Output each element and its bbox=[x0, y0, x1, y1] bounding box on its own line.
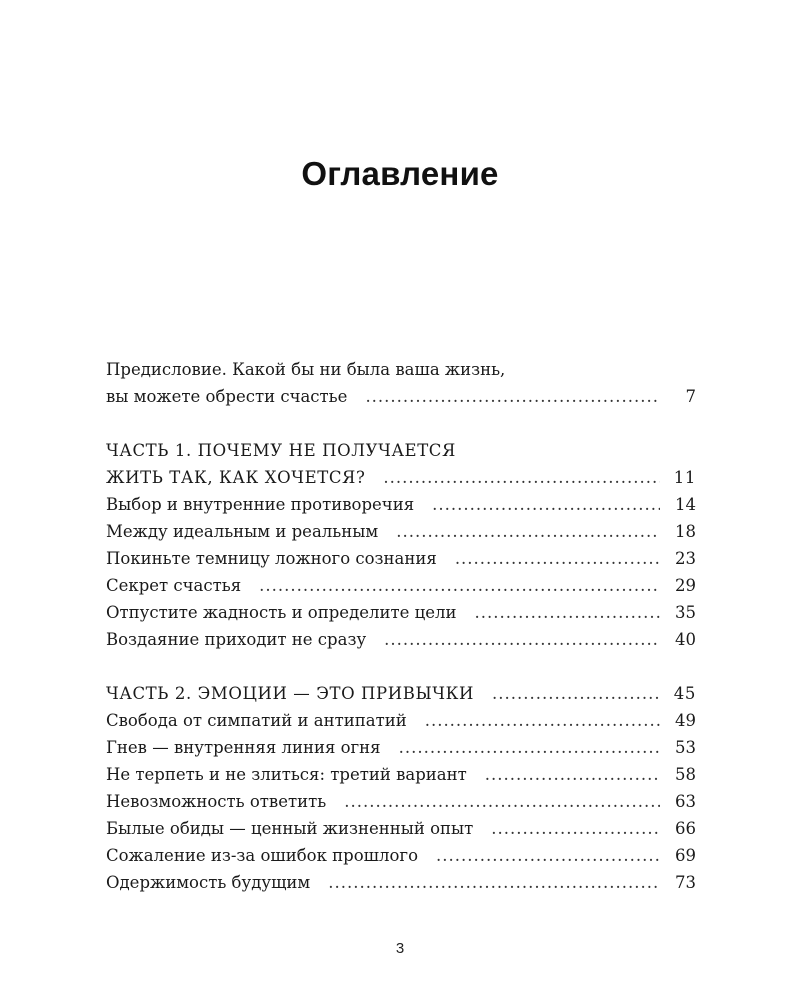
toc-entry-title: Воздаяние приходит не сразу bbox=[106, 630, 367, 649]
dot-leader bbox=[491, 815, 660, 842]
dot-leader bbox=[455, 545, 660, 572]
toc-chapter-entry[interactable] bbox=[106, 869, 696, 896]
toc-page-number: 35 bbox=[675, 603, 696, 622]
toc-page-number: 14 bbox=[675, 495, 696, 514]
dot-leader bbox=[436, 842, 660, 869]
toc-chapter-entry[interactable] bbox=[106, 707, 696, 734]
toc-page-number: 73 bbox=[675, 873, 696, 892]
toc-page-number: 63 bbox=[675, 792, 696, 811]
dot-leader bbox=[383, 464, 660, 491]
toc-page-number: 7 bbox=[685, 387, 696, 406]
toc-part1-heading[interactable] bbox=[106, 464, 696, 491]
toc-entry-title: Выбор и внутренние противоречия bbox=[106, 495, 415, 514]
page-title: Оглавление bbox=[301, 155, 499, 192]
toc-chapter-entry[interactable] bbox=[106, 491, 696, 518]
toc-entry-title: Одержимость будущим bbox=[106, 873, 311, 892]
dot-leader bbox=[396, 518, 660, 545]
toc-entry-preface[interactable] bbox=[106, 383, 696, 410]
dot-leader bbox=[474, 599, 660, 626]
toc-entry-title: Свобода от симпатий и антипатий bbox=[106, 711, 407, 730]
dot-leader bbox=[259, 572, 660, 599]
toc-entry-title: Секрет счастья bbox=[106, 576, 242, 595]
toc-entry-title: вы можете обрести счастье bbox=[106, 387, 348, 406]
toc-entry-title: Покиньте темницу ложного сознания bbox=[106, 549, 437, 568]
toc-chapter-entry[interactable] bbox=[106, 626, 696, 653]
dot-leader bbox=[328, 869, 660, 896]
section-spacer bbox=[106, 410, 696, 437]
toc-page-number: 66 bbox=[675, 819, 696, 838]
dot-leader bbox=[344, 788, 660, 815]
toc-part-title: ЧАСТЬ 1. ПОЧЕМУ НЕ ПОЛУЧАЕТСЯ bbox=[106, 441, 456, 460]
dot-leader bbox=[425, 707, 660, 734]
toc-part1-title-line1 bbox=[106, 437, 696, 464]
toc-page-number: 11 bbox=[673, 468, 696, 487]
toc-page-number: 69 bbox=[675, 846, 696, 865]
toc-part2-heading[interactable] bbox=[106, 680, 696, 707]
section-spacer bbox=[106, 653, 696, 680]
dot-leader bbox=[485, 761, 660, 788]
toc-page-number: 23 bbox=[675, 549, 696, 568]
toc-page-number: 18 bbox=[675, 522, 696, 541]
dot-leader bbox=[384, 626, 660, 653]
toc-page-number: 58 bbox=[675, 765, 696, 784]
toc-chapter-entry[interactable] bbox=[106, 788, 696, 815]
toc-entry-preface-line1 bbox=[106, 356, 696, 383]
toc-page-number: 40 bbox=[675, 630, 696, 649]
toc-part-title: ЧАСТЬ 2. ЭМОЦИИ — ЭТО ПРИВЫЧКИ bbox=[106, 684, 474, 703]
toc-chapter-entry[interactable] bbox=[106, 599, 696, 626]
toc-chapter-entry[interactable] bbox=[106, 572, 696, 599]
toc-chapter-entry[interactable] bbox=[106, 518, 696, 545]
toc-chapter-entry[interactable] bbox=[106, 545, 696, 572]
dot-leader bbox=[365, 383, 660, 410]
toc-page-number: 45 bbox=[673, 684, 696, 703]
toc-entry-title: Былые обиды — ценный жизненный опыт bbox=[106, 819, 474, 838]
toc-entry-title: Отпустите жадность и определите цели bbox=[106, 603, 457, 622]
toc-page-number: 49 bbox=[675, 711, 696, 730]
dot-leader bbox=[432, 491, 660, 518]
page-number: 3 bbox=[395, 940, 405, 957]
toc-entry-title: Между идеальным и реальным bbox=[106, 522, 379, 541]
toc-entry-title: Невозможность ответить bbox=[106, 792, 327, 811]
table-of-contents bbox=[106, 356, 696, 896]
toc-chapter-entry[interactable] bbox=[106, 734, 696, 761]
toc-chapter-entry[interactable] bbox=[106, 815, 696, 842]
toc-part-title: ЖИТЬ ТАК, КАК ХОЧЕТСЯ? bbox=[106, 468, 366, 487]
toc-chapter-entry[interactable] bbox=[106, 842, 696, 869]
toc-entry-title: Гнев — внутренняя линия огня bbox=[106, 738, 381, 757]
toc-entry-title: Предисловие. Какой бы ни была ваша жизнь, bbox=[106, 360, 506, 379]
toc-entry-title: Сожаление из-за ошибок прошлого bbox=[106, 846, 419, 865]
toc-page-number: 53 bbox=[675, 738, 696, 757]
dot-leader bbox=[492, 680, 660, 707]
dot-leader bbox=[399, 734, 660, 761]
toc-page-number: 29 bbox=[675, 576, 696, 595]
toc-chapter-entry[interactable] bbox=[106, 761, 696, 788]
toc-entry-title: Не терпеть и не злиться: третий вариант bbox=[106, 765, 467, 784]
